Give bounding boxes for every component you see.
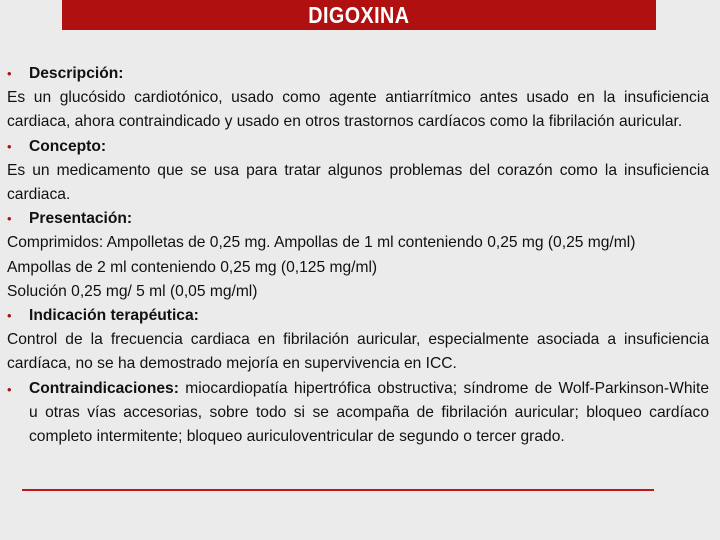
section-text-presentacion-2: Ampollas de 2 ml conteniendo 0,25 mg (0,125 mg/ml) (7, 258, 378, 276)
bullet-icon: • (7, 381, 12, 397)
document-body (7, 62, 709, 449)
section-text-indicacion: Control de la frecuencia cardiaca en fibrilación auricular, especialmente asociada a insuficiencia cardíaca, no se ha demostrado mejoría en supervivencia en ICC. (7, 331, 709, 373)
section-heading-descripcion: • Descripción: (7, 62, 709, 86)
contraindications-text-block (29, 377, 709, 450)
section-text-presentacion-3: Solución 0,25 mg/ 5 ml (0,05 mg/ml) (7, 282, 258, 300)
bullet-icon: • (7, 66, 12, 81)
bullet-icon: • (7, 308, 12, 324)
bullet-icon: • (7, 138, 12, 154)
section-text-concepto: Es un medicamento que se usa para tratar algunos problemas del corazón como la insuficiencia cardiaca. (7, 161, 709, 204)
section-heading-presentacion: • Presentación: (7, 207, 709, 231)
title-bar (62, 0, 656, 30)
section-heading-indicacion: • Indicación terapéutica: (7, 304, 709, 328)
bullet-icon: • (7, 211, 12, 227)
section-text-presentacion-1: Comprimidos: Ampolletas de 0,25 mg. Ampollas de 1 ml conteniendo 0,25 mg (0,25 mg/ml) (7, 234, 636, 252)
page-title: DIGOXINA (308, 1, 410, 28)
red-underline-annotation (22, 489, 654, 491)
section-text-descripcion: Es un glucósido cardiotónico, usado como agente antiarrítmico antes usado en la insuficiencia cardiaca, ahora contraindicado y usado en otros trastornos cardíacos como la fibrilación auricular. (7, 89, 709, 131)
contraindications-item (7, 377, 709, 450)
contraindications-text: miocardiopatía hipertrófica obstructiva; síndrome de Wolf-Parkinson-White u otras vías accesorias, sobre todo si se acompaña de fibrilación auricular; bloqueo cardíaco completo intermitente; bloqueo auriculoventricular de segundo o tercer grado. (29, 379, 709, 446)
section-heading-concepto: • Concepto: (7, 135, 709, 159)
contraindications-heading: Contraindicaciones: (29, 379, 179, 397)
